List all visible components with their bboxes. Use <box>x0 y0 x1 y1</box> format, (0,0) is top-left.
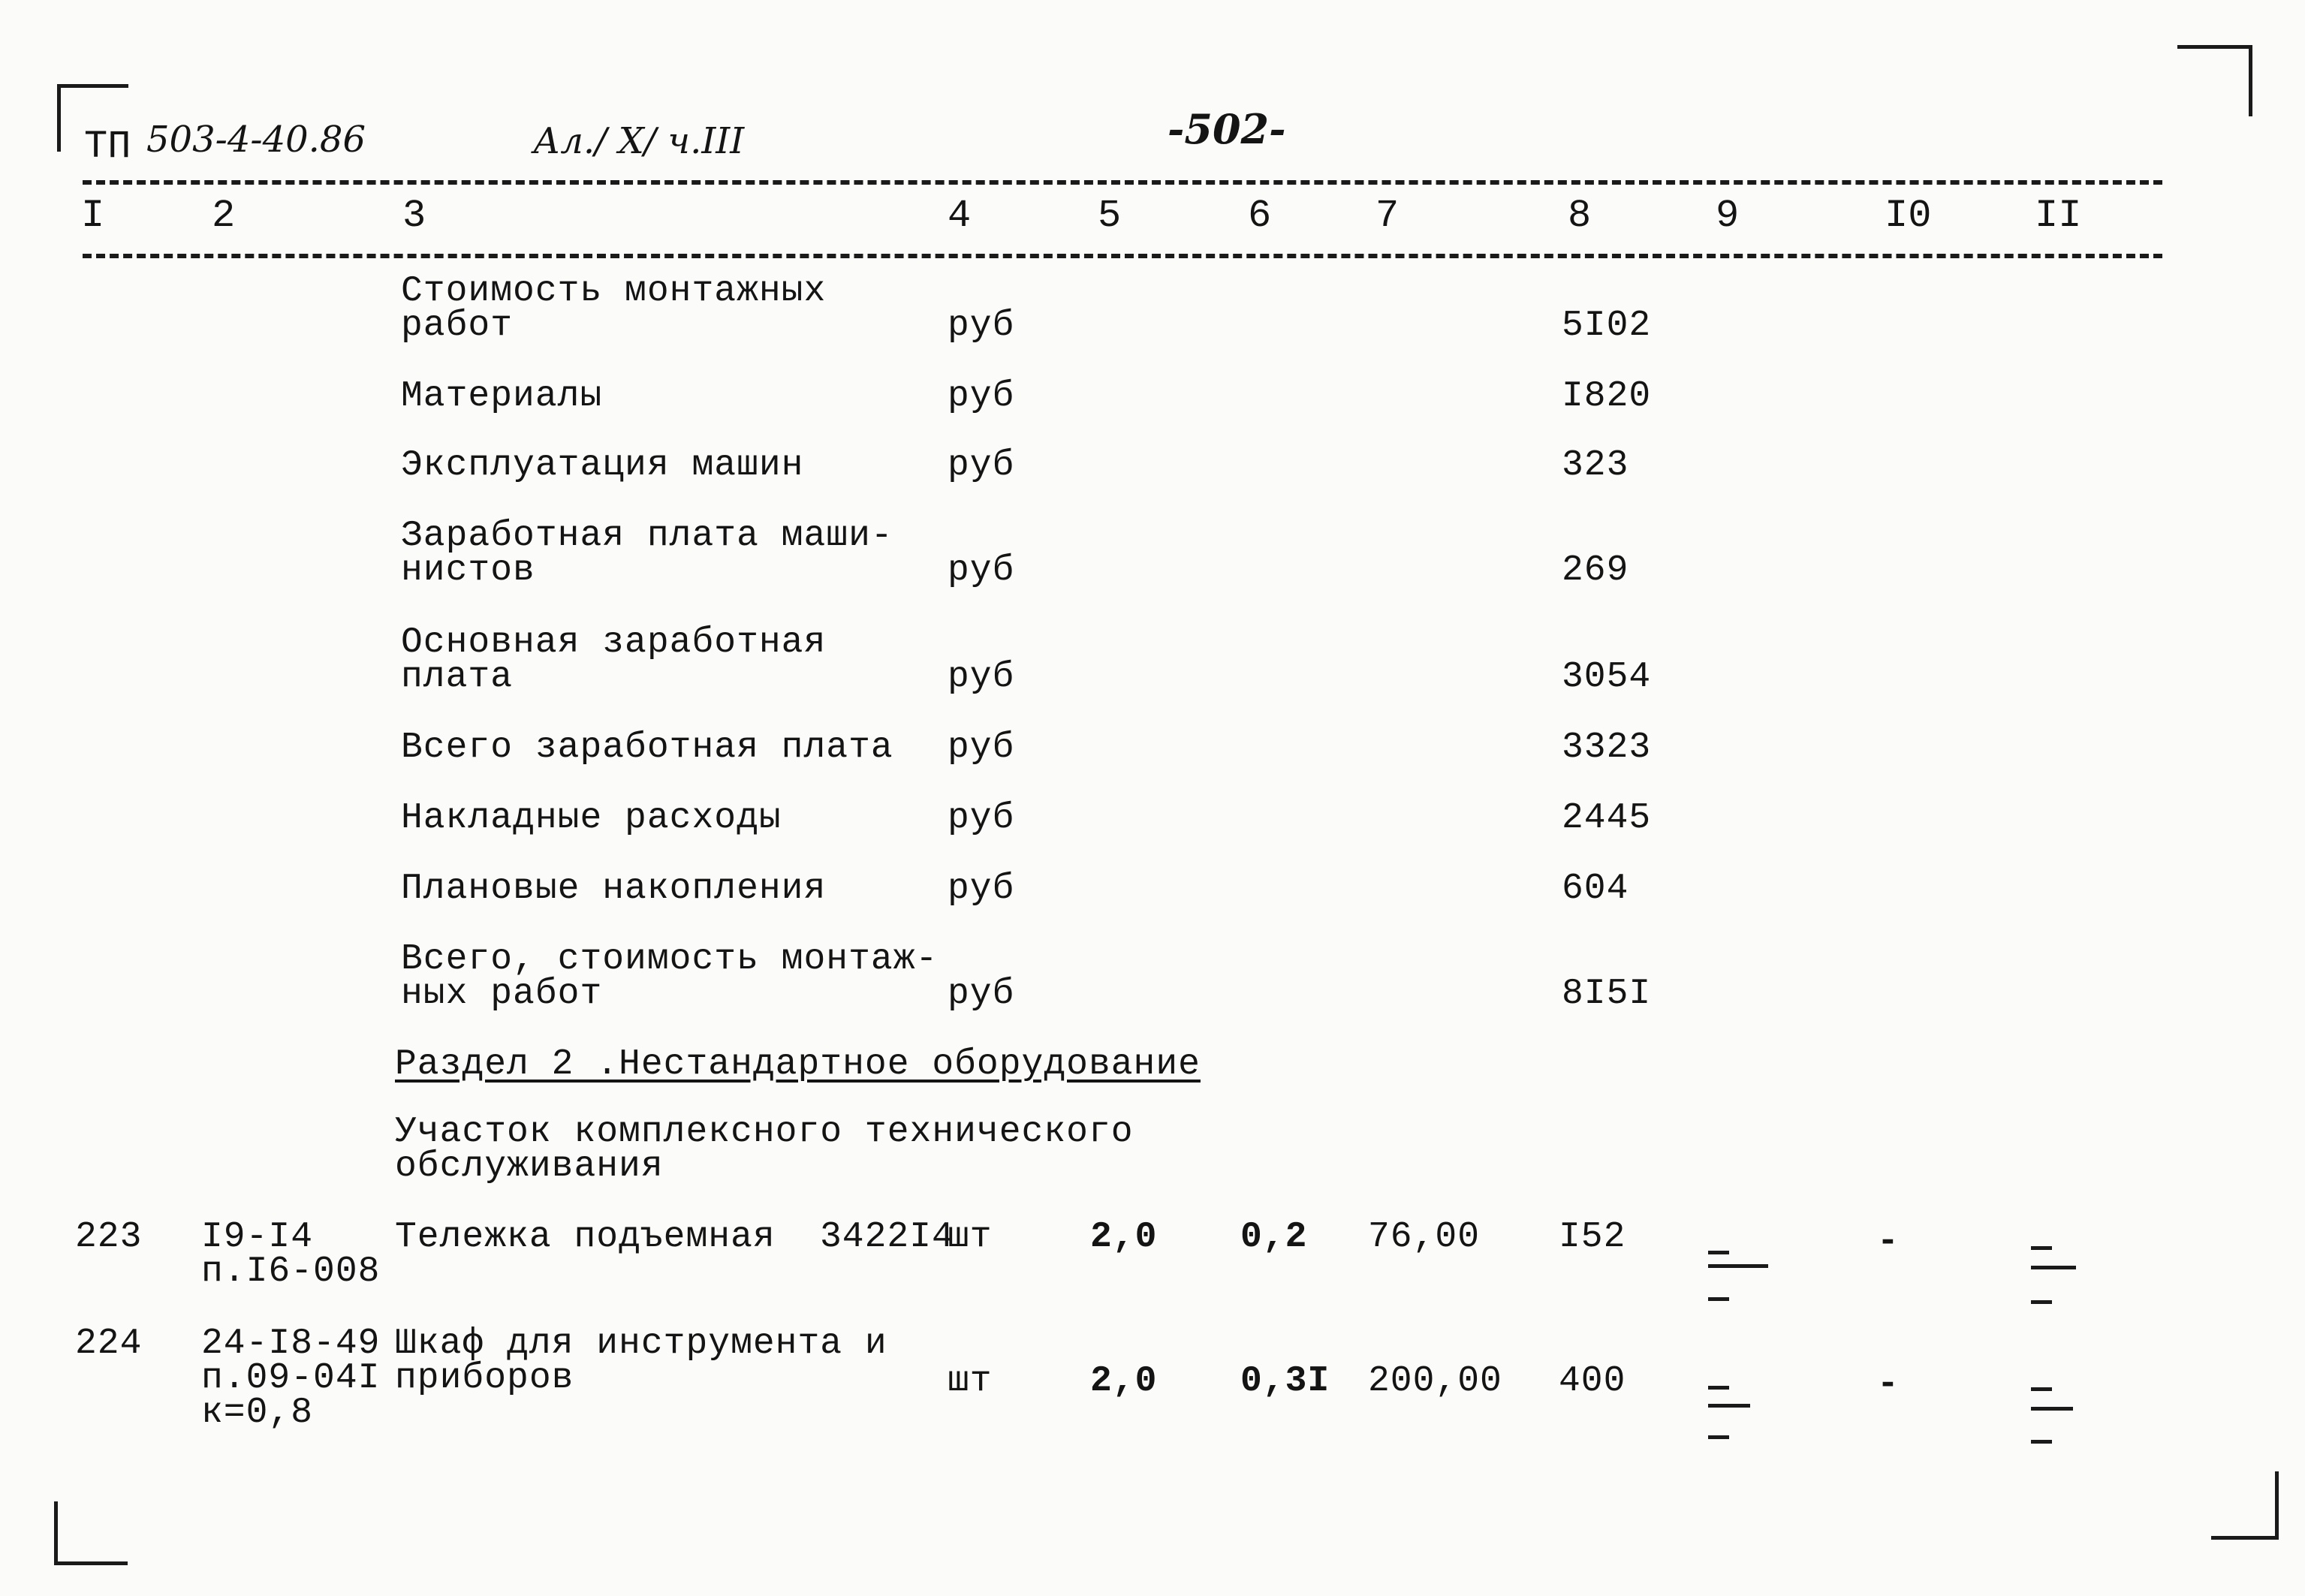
summary-unit: руб <box>948 798 1015 839</box>
item-col7: 200,00 <box>1368 1361 1502 1402</box>
summary-value: I820 <box>1562 376 1652 417</box>
summary-name: Плановые накопления <box>401 869 827 909</box>
summary-name-line2: ных работ <box>401 974 603 1014</box>
summary-unit: руб <box>948 974 1015 1014</box>
summary-name-line2: нистов <box>401 550 535 591</box>
item-col10: - <box>1877 1364 1900 1405</box>
summary-value: 5I02 <box>1562 306 1652 346</box>
summary-unit: руб <box>948 445 1015 486</box>
subsection-line2: обслуживания <box>395 1146 664 1187</box>
subsection-line1: Участок комплексного технического <box>395 1112 1134 1152</box>
summary-unit: руб <box>948 550 1015 591</box>
summary-unit: руб <box>948 869 1015 909</box>
summary-name-line1: Заработная плата маши- <box>401 516 893 556</box>
item-code-line2: п.I6-008 <box>201 1251 381 1292</box>
col-header-11: II <box>2035 194 2082 238</box>
item-col6: 0,2 <box>1240 1217 1308 1257</box>
item-col10: - <box>1877 1221 1900 1262</box>
item-code-line1: 24-I8-49 <box>201 1323 381 1364</box>
header-rule-bottom <box>83 254 2162 258</box>
item-unit: шт <box>948 1217 993 1257</box>
summary-value: 323 <box>1562 445 1629 486</box>
col-header-9: 9 <box>1716 194 1740 238</box>
col-header-2: 2 <box>212 194 236 238</box>
col-header-6: 6 <box>1248 194 1272 238</box>
summary-value: 8I5I <box>1562 974 1652 1014</box>
doc-code: ТП <box>84 125 131 169</box>
doc-number: 503-4-40.86 <box>146 119 366 161</box>
item-col6: 0,3I <box>1240 1361 1330 1402</box>
summary-name: Эксплуатация машин <box>401 445 804 486</box>
col-header-7: 7 <box>1375 194 1400 238</box>
item-number: 224 <box>75 1323 143 1364</box>
summary-name-line1: Всего, стоимость монтаж- <box>401 939 939 980</box>
summary-name-line2: плата <box>401 657 514 697</box>
item-col5: 2,0 <box>1090 1217 1158 1257</box>
summary-value: 3054 <box>1562 657 1652 697</box>
col-header-4: 4 <box>948 194 972 238</box>
summary-unit: руб <box>948 657 1015 697</box>
summary-unit: руб <box>948 376 1015 417</box>
summary-value: 604 <box>1562 869 1629 909</box>
item-name: Тележка подъемная <box>395 1217 776 1257</box>
album-ref: Ал./ Х/ ч.III <box>533 120 745 162</box>
col-header-10: I0 <box>1885 194 1932 238</box>
item-code-line3: к=0,8 <box>201 1393 314 1433</box>
item-col5: 2,0 <box>1090 1361 1158 1402</box>
summary-name: Всего заработная плата <box>401 727 893 768</box>
item-number: 223 <box>75 1217 143 1257</box>
page-number: -502- <box>1168 105 1286 153</box>
summary-value: 3323 <box>1562 727 1652 768</box>
item-extra-code: 3422I4 <box>820 1217 954 1257</box>
item-name-line2: приборов <box>395 1358 574 1399</box>
col-header-8: 8 <box>1568 194 1592 238</box>
header-rule-top <box>83 180 2162 185</box>
summary-name: Накладные расходы <box>401 798 782 839</box>
item-col7: 76,00 <box>1368 1217 1481 1257</box>
item-unit: шт <box>948 1361 993 1402</box>
col-header-1: I <box>81 194 105 238</box>
summary-value: 269 <box>1562 550 1629 591</box>
item-col8: 400 <box>1559 1361 1626 1402</box>
section-title: Раздел 2 .Нестандартное оборудование <box>395 1044 1201 1085</box>
summary-name-line1: Основная заработная <box>401 622 827 663</box>
summary-name-line1: Стоимость монтажных <box>401 271 827 312</box>
col-header-5: 5 <box>1098 194 1122 238</box>
item-code-line2: п.09-04I <box>201 1358 381 1399</box>
item-col8: I52 <box>1559 1217 1626 1257</box>
summary-value: 2445 <box>1562 798 1652 839</box>
item-name-line1: Шкаф для инструмента и <box>395 1323 887 1364</box>
summary-name-line2: работ <box>401 306 514 346</box>
item-code-line1: I9-I4 <box>201 1217 314 1257</box>
summary-name: Материалы <box>401 376 603 417</box>
col-header-3: 3 <box>402 194 426 238</box>
summary-unit: руб <box>948 306 1015 346</box>
summary-unit: руб <box>948 727 1015 768</box>
